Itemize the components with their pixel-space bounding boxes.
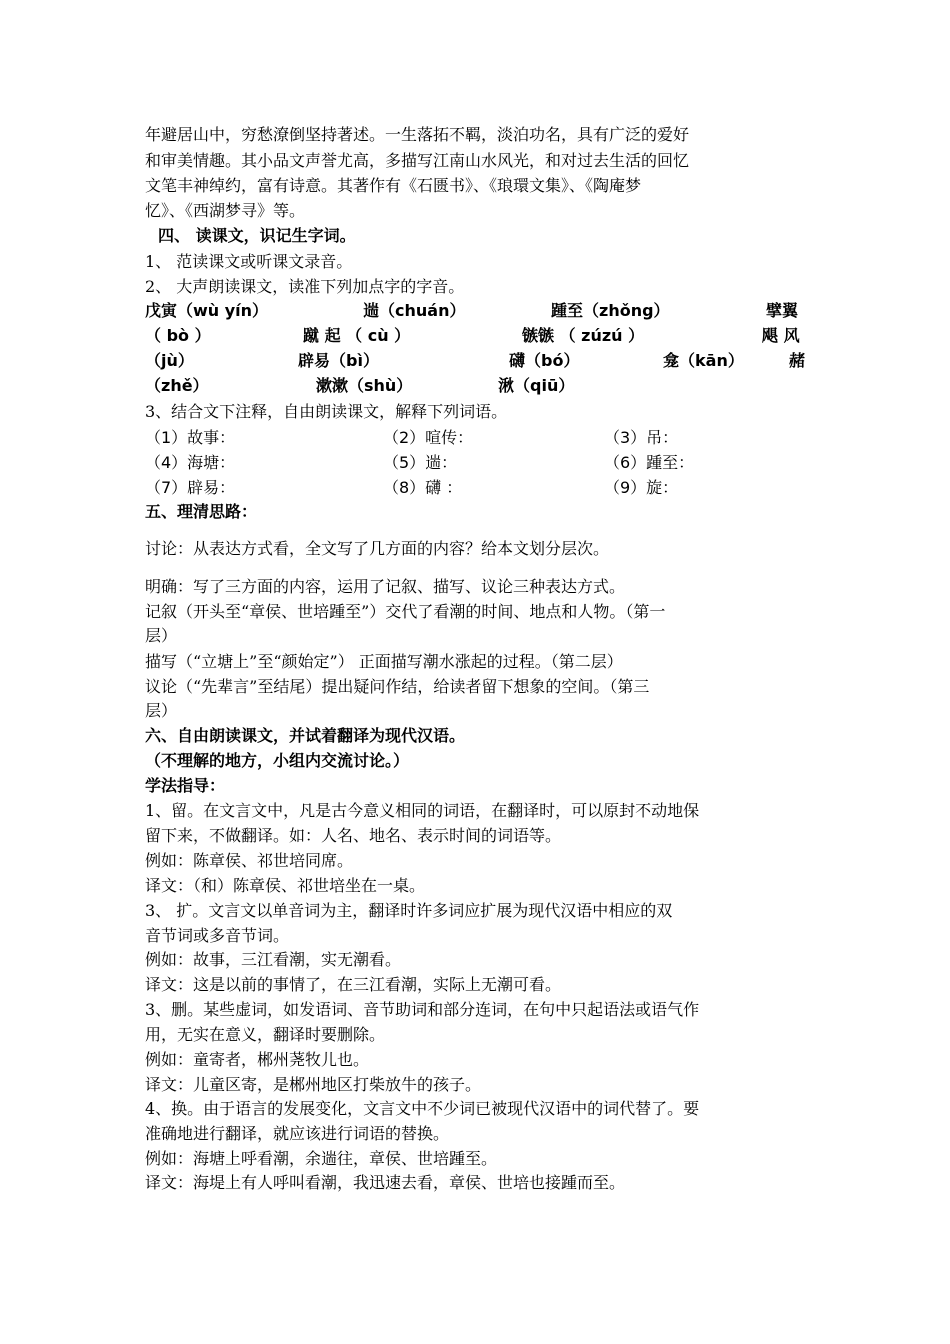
sec5-narrative-2: 层） <box>145 626 178 645</box>
vocab-word: 镞镞 （ zúzú ） <box>522 326 645 345</box>
sec4-item-3: 3、结合文下注释，自由朗读课文，解释下列词语。 <box>145 402 508 421</box>
term-cell: （9）旋： <box>604 478 679 497</box>
sec5-discuss: 讨论：从表达方式看，全文写了几方面的内容？给本文划分层次。 <box>145 539 610 558</box>
guide-line: 3、 扩。文言文以单音词为主，翻译时许多词应扩展为现代汉语中相应的双 <box>145 901 673 920</box>
method-guide-heading: 学法指导： <box>145 776 226 795</box>
term-cell: （3）吊： <box>604 428 679 447</box>
intro-line-3: 文笔丰神绰约，富有诗意。其著作有《石匮书》、《琅環文集》、《陶庵梦 <box>145 176 642 195</box>
vocab-word: 戊寅（wù yín） <box>145 301 269 320</box>
guide-line: 3、删。某些虚词，如发语词、音节助词和部分连词，在句中只起语法或语气作 <box>145 1000 700 1019</box>
guide-line: 4、换。由于语言的发展变化，文言文中不少词已被现代汉语中的词代替了。要 <box>145 1099 700 1118</box>
vocab-word: 龛（kān） <box>663 351 744 370</box>
guide-line: 准确地进行翻译，就应该进行词语的替换。 <box>145 1124 450 1143</box>
term-cell: （2）喧传： <box>383 428 474 447</box>
guide-line: 译文：儿童区寄，是郴州地区打柴放牛的孩子。 <box>145 1075 482 1094</box>
intro-line-4: 忆》、《西湖梦寻》等。 <box>145 201 306 220</box>
vocab-word: 擘翼 <box>766 301 799 320</box>
vocab-word: 遄（chuán） <box>363 301 466 320</box>
term-cell: （6）踵至： <box>604 453 695 472</box>
guide-line: 音节词或多音节词。 <box>145 926 290 945</box>
vocab-word: 赭 <box>789 351 806 370</box>
vocab-word: 踵至（zhǒng） <box>551 301 670 320</box>
vocab-word: 湫（qiū） <box>498 376 575 395</box>
term-cell: （5）遄： <box>383 453 458 472</box>
vocab-word: 礴（bó） <box>509 351 580 370</box>
term-cell: （4）海塘： <box>145 453 236 472</box>
term-cell: （8）礴 ： <box>383 478 463 497</box>
guide-line: 留下来，不做翻译。如：人名、地名、表示时间的词语等。 <box>145 826 562 845</box>
sec5-argument-2: 层） <box>145 701 178 720</box>
guide-line: 例如：陈章侯、祁世培同席。 <box>145 851 354 870</box>
intro-line-2: 和审美情趣。其小品文声誉尤高，多描写江南山水风光，和对过去生活的回忆 <box>145 151 690 170</box>
vocab-word: 漱漱（shù） <box>316 376 413 395</box>
guide-line: 译文：这是以前的事情了，在三江看潮，实际上无潮可看。 <box>145 975 562 994</box>
term-cell: （7）辟易： <box>145 478 236 497</box>
sec5-clarify: 明确：写了三方面的内容，运用了记叙、描写、议论三种表达方式。 <box>145 577 626 596</box>
section-5-heading: 五、理清思路： <box>145 502 258 521</box>
guide-line: 例如：海塘上呼看潮，余遄往，章侯、世培踵至。 <box>145 1149 498 1168</box>
vocab-word: （ bò ） <box>145 326 211 345</box>
sec5-description: 描写（“立塘上”至“颜始定”） 正面描写潮水涨起的过程。（第二层） <box>145 652 623 671</box>
sec5-argument-1: 议论（“先辈言”至结尾）提出疑问作结，给读者留下想象的空间。（第三 <box>145 677 650 696</box>
sec4-item-1: 1、 范读课文或听课文录音。 <box>145 252 353 271</box>
vocab-word: 辟易（bì） <box>298 351 379 370</box>
vocab-word: 飓 风 <box>762 326 800 345</box>
guide-line: 译文：（和）陈章侯、祁世培坐在一桌。 <box>145 876 426 895</box>
guide-line: 例如：故事，三江看潮，实无潮看。 <box>145 950 402 969</box>
vocab-word: 蹴 起 （ cù ） <box>303 326 411 345</box>
section-6-note: （不理解的地方，小组内交流讨论。） <box>145 751 410 770</box>
guide-line: 用，无实在意义，翻译时要删除。 <box>145 1025 386 1044</box>
vocab-word: （jù） <box>145 351 194 370</box>
guide-line: 译文：海堤上有人呼叫看潮，我迅速去看，章侯、世培也接踵而至。 <box>145 1173 626 1192</box>
vocab-word: （zhě） <box>145 376 209 395</box>
term-cell: （1）故事： <box>145 428 236 447</box>
section-6-heading: 六、自由朗读课文，并试着翻译为现代汉语。 <box>145 726 466 745</box>
sec4-item-2: 2、 大声朗读课文，读准下列加点字的字音。 <box>145 277 465 296</box>
intro-line-1: 年避居山中，穷愁潦倒坚持著述。一生落拓不羁，淡泊功名，具有广泛的爱好 <box>145 125 690 144</box>
section-4-heading: 四、 读课文，识记生字词。 <box>158 226 356 245</box>
sec5-narrative-1: 记叙（开头至“章侯、世培踵至”）交代了看潮的时间、地点和人物。（第一 <box>145 602 666 621</box>
guide-line: 1、留。在文言文中，凡是古今意义相同的词语，在翻译时，可以原封不动地保 <box>145 801 700 820</box>
guide-line: 例如：童寄者，郴州荛牧儿也。 <box>145 1050 370 1069</box>
